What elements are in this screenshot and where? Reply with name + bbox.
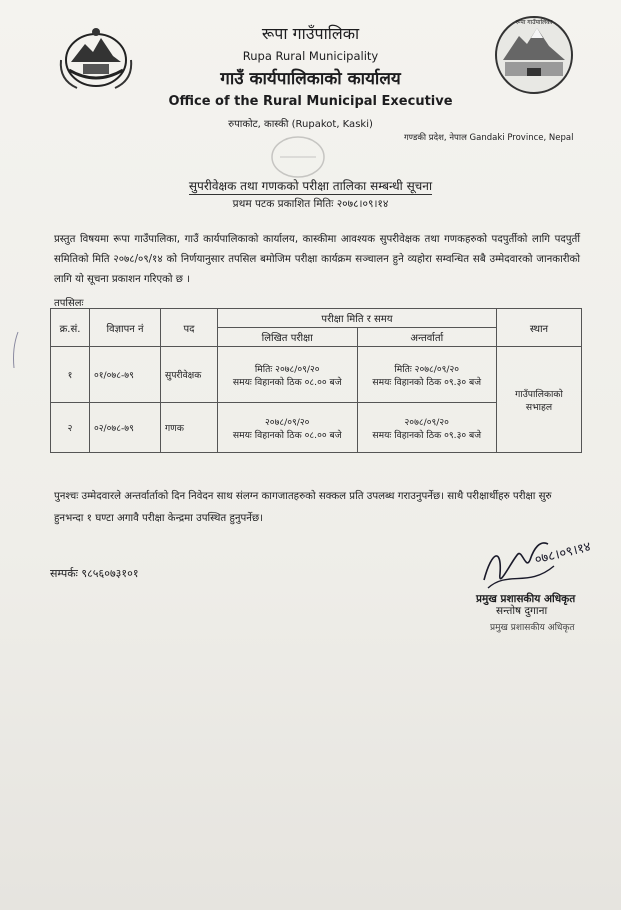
interview-date: मितिः २०७८/०९/२०: [394, 363, 460, 375]
interview-time: समयः विहानको ठिक ०९.३० बजे: [372, 376, 482, 388]
header-venue: स्थान: [497, 309, 582, 347]
header-interview: अन्तर्वार्ता: [357, 328, 497, 347]
row-post: सुपरीवेक्षक: [161, 347, 218, 403]
notice-title: सुपरीवेक्षक तथा गणकको परीक्षा तालिका सम्बन्धी सूचना: [188, 179, 433, 193]
contact-number: सम्पर्कः ९८५६०७३१०१: [50, 567, 139, 580]
signature-date: ०७८।०९।१४: [533, 539, 593, 568]
office-name-nepali: गाउँ कार्यपालिकाको कार्यालय: [220, 69, 401, 89]
faint-stamp: [268, 132, 328, 182]
row-written: [218, 347, 358, 403]
written-date: २०७८/०९/२०: [265, 416, 310, 428]
municipality-name-nepali: रूपा गाउँपालिका: [261, 24, 360, 43]
notice-body: प्रस्तुत विषयमा रूपा गाउँपालिका, गाउँ कार्यपालिकाको कार्यालय, कास्कीमा आवश्यक सुपरीवेक्षक तथा गणकहरुको पदपुर्तीको लागि पदपुर्ती समितिको मिति २०७८/०९/१४ को निर्णयानुसार तपसिल बमोजिम परीक्षा कार्यक्रम सञ्चालन हुने व्यहोरा सम्वन्धित सबै उम्मेदवारको जानकारीको लागि यो सूचना प्रकाशन गरिएको छ ।: [54, 234, 580, 285]
venue-cell: गाउँपालिकाको सभाहल: [497, 347, 582, 453]
written-date: मितिः २०७८/०९/२०: [254, 363, 320, 375]
written-time: समयः विहानको ठिक ०८.०० बजे: [232, 429, 342, 441]
row-post: गणक: [161, 403, 218, 453]
office-address: रुपाकोट, कास्की (Rupakot, Kaski): [228, 119, 373, 130]
logo-right-text: रूपा गाउँपालिका: [515, 19, 553, 26]
handwritten-signature: [478, 530, 598, 600]
header-exam-group: परीक्षा मिति र समय: [218, 309, 497, 328]
header-post: पद: [161, 309, 218, 347]
margin-pen-mark: [6, 330, 24, 370]
header-sn: क्र.सं.: [51, 309, 90, 347]
interview-date: २०७८/०९/२०: [404, 416, 449, 428]
row-ad-no: ०२/०७८-७९: [90, 403, 161, 453]
header-written: लिखित परीक्षा: [218, 328, 358, 347]
header-ad-no: विज्ञापन नं: [90, 309, 161, 347]
row-sn: २: [51, 403, 90, 453]
table-row: [51, 347, 582, 403]
postscript-note: पुनश्चः उम्मेदवारले अन्तर्वार्ताको दिन निवेदन साथ संलग्न कागजातहरुको सक्कल प्रति उपलब्ध गराउनुपर्नेछ। साथै परीक्षार्थीहरु परीक्षा सुरु हुनभन्दा १ घण्टा अगावै परीक्षा केन्द्रमा उपस्थित हुनुपर्नेछ।: [54, 491, 552, 524]
row-ad-no: ०१/०७८-७९: [90, 347, 161, 403]
tapsil-label: तपसिलः: [54, 298, 84, 309]
office-name-english: Office of the Rural Municipal Executive: [168, 94, 453, 109]
row-interview: [357, 403, 497, 453]
signer-title: प्रमुख प्रशासकीय अधिकृत: [476, 593, 576, 605]
row-interview: [357, 347, 497, 403]
interview-time: समयः विहानको ठिक ०९.३० बजे: [372, 429, 482, 441]
municipality-name-english: Rupa Rural Municipality: [242, 49, 379, 63]
row-sn: १: [51, 347, 90, 403]
written-time: समयः विहानको ठिक ०८.०० बजे: [232, 376, 342, 388]
signer-office: प्रमुख प्रशासकीय अधिकृत: [490, 623, 575, 633]
published-date: प्रथम पटक प्रकाशित मितिः २०७८।०९।१४: [232, 198, 389, 210]
province-line: गण्डकी प्रदेश, नेपाल Gandaki Province, Nepal: [404, 133, 574, 143]
signer-name: सन्तोष दुगाना: [496, 605, 548, 617]
exam-schedule-table: [50, 308, 582, 453]
row-written: [218, 403, 358, 453]
notice-title-wrap: [0, 177, 621, 194]
